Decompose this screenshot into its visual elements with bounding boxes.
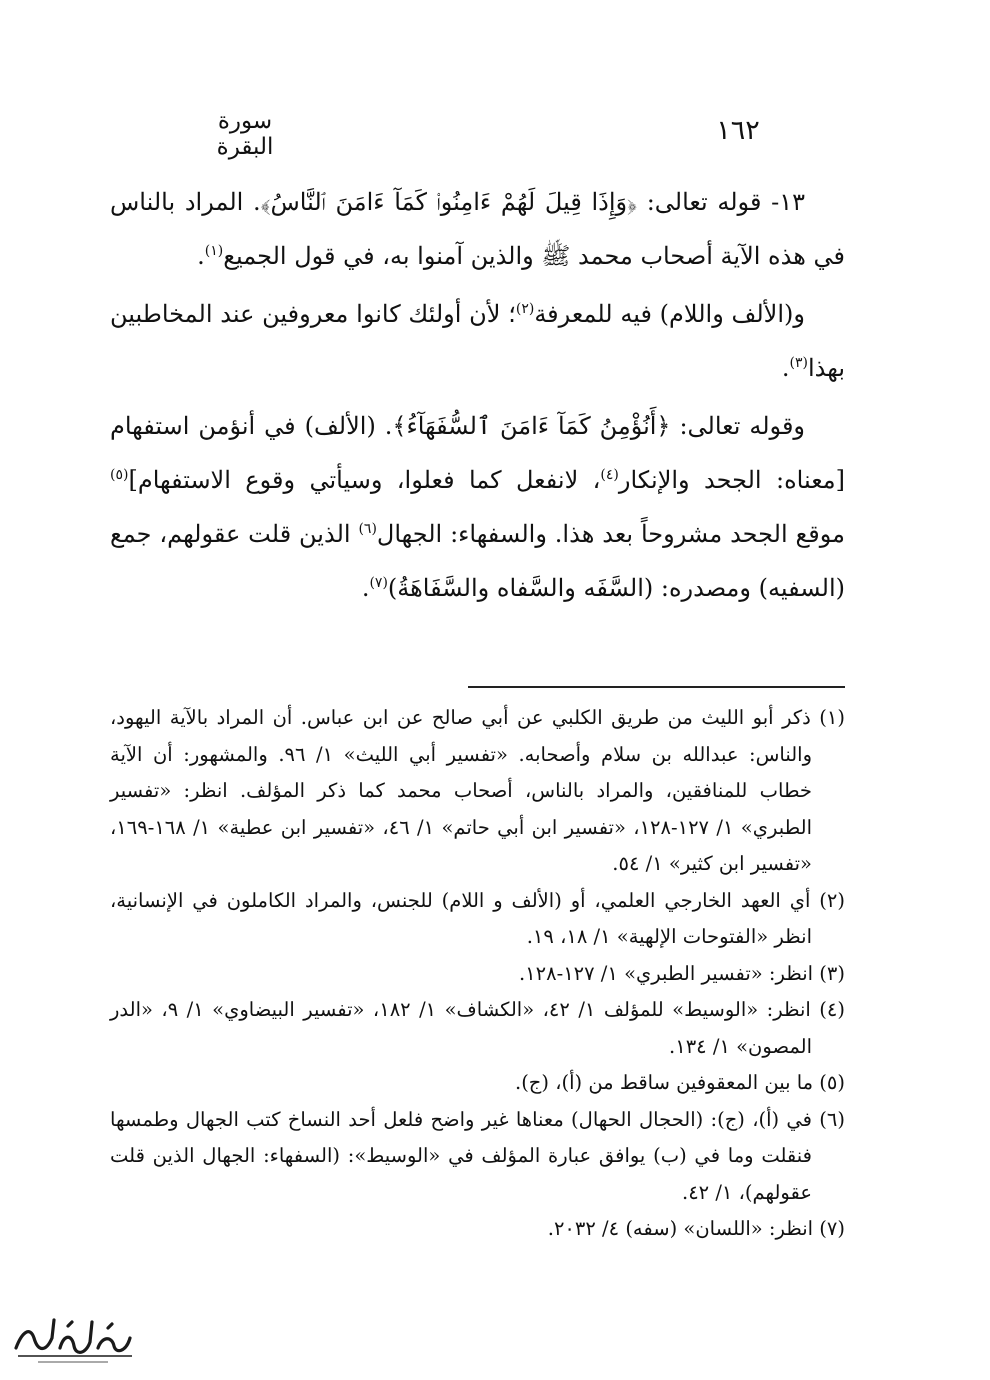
footnote-item: (٧) انظر: «اللسان» (سفه) ٤/ ٢٠٣٢.	[547, 1217, 845, 1240]
paragraph: وقوله تعالى: ﴿أَنُؤْمِنُ كَمَآ ءَامَنَ ٱلسُّفَهَآءُ﴾. (الألف) في أنؤمن استفهام [معناه: الجحد والإنكار$^{(٤)}$، لانفعل كما فعلوا، وسيأتي وقوع الاستفهام]$^{(٥)}$ موقع الجحد مشروحاً بعد هذا. والسفهاء: الجهال$^{(٦)}$ الذين قلت عقولهم، جمع (السفيه) ومصدره: (السَّفَه والسَّفاه والسَّفَاهَةُ)$^{(٧)}$.	[110, 412, 845, 602]
page-number: ١٦٢	[716, 115, 760, 146]
paragraph: ١٣- قوله تعالى: ﴿وَإِذَا قِيلَ لَهُمْ ءَامِنُوا۟ كَمَآ ءَامَنَ ٱلنَّاسُ﴾. المراد بالناس في هذه الآية أصحاب محمد ﷺ والذين آمنوا به، في قول الجميع$^{(١)}$.	[110, 188, 845, 270]
footnote-mark[interactable]: (٤)	[600, 467, 619, 483]
footnote-item: (٥) ما بين المعقوفين ساقط من (أ)، (ج).	[515, 1071, 845, 1094]
paragraph: و(الألف واللام) فيه للمعرفة$^{(٢)}$؛ لأن أولئك كانوا معروفين عند المخاطبين بهذا$^{(٣)}$.	[110, 300, 845, 382]
publisher-logo	[8, 1308, 140, 1370]
footnote-mark[interactable]: (٦)	[358, 521, 377, 537]
footnotes	[110, 700, 845, 1248]
footnote-mark[interactable]: (٧)	[369, 575, 388, 591]
footnote-mark[interactable]: (٥)	[110, 467, 129, 483]
footnote-divider	[468, 686, 845, 688]
footnote-mark[interactable]: (٢)	[515, 301, 535, 317]
main-text	[110, 175, 845, 615]
surah-title: سورة البقرة	[216, 108, 274, 160]
footnote-item: (٢) أي العهد الخارجي العلمي، أو (الألف و اللام) للجنس، والمراد الكاملون في الإنسانية، انظر «الفتوحات الإلهية» ١/ ١٨، ١٩.	[110, 888, 845, 948]
footnote-mark[interactable]: (٣)	[789, 355, 808, 371]
footnote-item: (٤) انظر: «الوسيط» للمؤلف ١/ ٤٢، «الكشاف» ١/ ١٨٢، «تفسير البيضاوي» ١/ ٩، «الدر المصون» ١/ ١٣٤.	[110, 998, 845, 1058]
footnote-item: (٣) انظر: «تفسير الطبري» ١/ ١٢٧-١٢٨.	[518, 961, 845, 985]
footnote-mark[interactable]: (١)	[204, 243, 224, 259]
footnote-item: (١) ذكر أبو الليث من طريق الكلبي عن أبي صالح عن ابن عباس. أن المراد بالآية اليهود، والناس: عبدالله بن سلام وأصحابه. «تفسير أبي الليث» ١/ ٩٦. والمشهور: أن الآية خطاب للمنافقين، والمراد بالناس، أصحاب محمد كما ذكر المؤلف. انظر: «تفسير الطبري» ١/ ١٢٧-١٢٨، «تفسير ابن أبي حاتم» ١/ ٤٦، «تفسير ابن عطية» ١/ ١٦٨-١٦٩، «تفسير ابن كثير» ١/ ٥٤.	[110, 706, 845, 875]
footnote-item: (٦) في (أ)، (ج): (الحجال الحهال) معناها غير واضح فلعل أحد النساخ كتب الجهال وطمسها فنقلت وما في (ب) يوافق عبارة المؤلف في «الوسيط»: (السفهاء: الجهال الذين قلت عقولهم)، ١/ ٤٢.	[110, 1107, 845, 1204]
